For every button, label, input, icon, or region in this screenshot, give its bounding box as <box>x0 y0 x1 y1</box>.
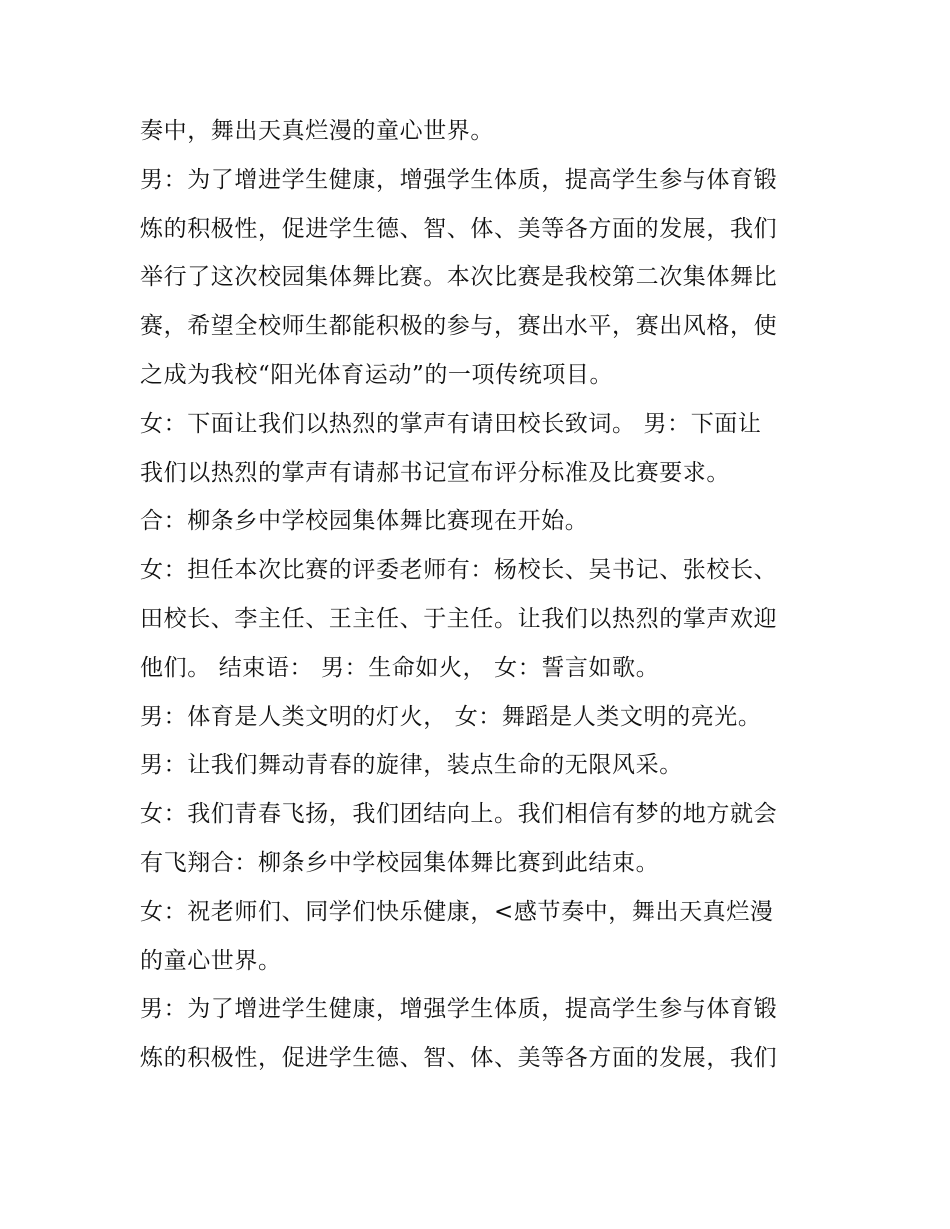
text-line: 田校长、李主任、王主任、于主任。让我们以热烈的掌声欢迎 <box>140 605 778 632</box>
text-line: 我们以热烈的掌声有请郝书记宣布评分标准及比赛要求。 <box>140 459 730 486</box>
text-line: 女：下面让我们以热烈的掌声有请田校长致词。 男：下面让 <box>140 410 762 437</box>
text-line: 炼的积极性，促进学生德、智、体、美等各方面的发展，我们 <box>140 1045 778 1072</box>
text-line: 女：我们青春飞扬，我们团结向上。我们相信有梦的地方就会 <box>140 801 778 828</box>
text-line: 女：担任本次比赛的评委老师有：杨校长、吴书记、张校长、 <box>140 557 778 584</box>
text-line: 的童心世界。 <box>140 947 282 974</box>
text-line: 合：柳条乡中学校园集体舞比赛现在开始。 <box>140 508 589 535</box>
text-line: 之成为我校“阳光体育运动”的一项传统项目。 <box>140 361 614 388</box>
document-body <box>140 107 830 1083</box>
text-line: 他们。 结束语： 男：生命如火， 女：誓言如歌。 <box>140 654 660 681</box>
text-line: 有飞翔合：柳条乡中学校园集体舞比赛到此结束。 <box>140 849 660 876</box>
text-line: 女：祝老师们、同学们快乐健康，<感节奏中，舞出天真烂漫 <box>140 898 774 925</box>
text-line: 奏中，舞出天真烂漫的童心世界。 <box>140 118 494 144</box>
text-line: 男：为了增进学生健康，增强学生体质，提高学生参与体育锻 <box>140 166 778 193</box>
text-line: 举行了这次校园集体舞比赛。本次比赛是我校第二次集体舞比 <box>140 264 778 291</box>
text-line: 男：体育是人类文明的灯火， 女：舞蹈是人类文明的亮光。 <box>140 703 762 730</box>
text-line: 炼的积极性，促进学生德、智、体、美等各方面的发展，我们 <box>140 215 778 242</box>
text-line: 男：为了增进学生健康，增强学生体质，提高学生参与体育锻 <box>140 996 778 1023</box>
text-line: 赛，希望全校师生都能积极的参与，赛出水平，赛出风格，使 <box>140 313 778 340</box>
text-line: 男：让我们舞动青春的旋律，装点生命的无限风采。 <box>140 752 683 779</box>
